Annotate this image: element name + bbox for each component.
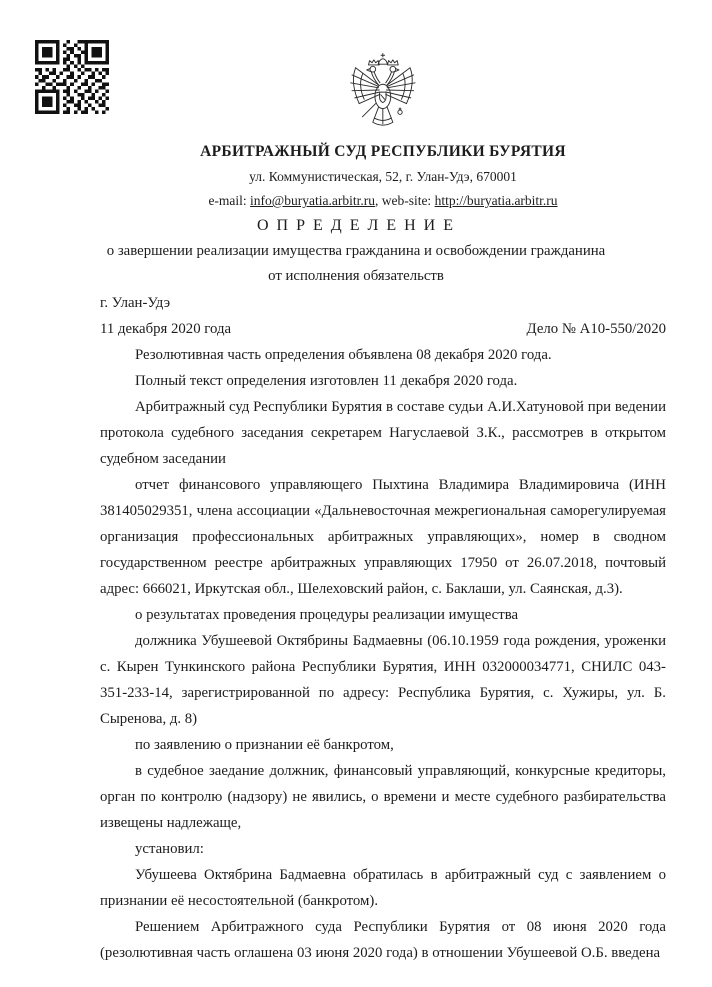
paragraph: в судебное заедание должник, финансовый управляющий, конкурсные кредиторы, орган по контролю (надзору) не явились, о времени и месте судебного разбирательства извещены надлежаще, (100, 763, 666, 831)
website-label: , web-site: (374, 193, 435, 208)
title-block (0, 217, 712, 285)
paragraph: по заявлению о признании её банкротом, (135, 737, 394, 753)
paragraph: Решением Арбитражного суда Республики Бурятия от 08 июня 2020 года (резолютивная часть оглашена 03 июня 2020 года) в отношении Убушеевой О.Б. введена (100, 919, 666, 961)
paragraph: о результатах проведения процедуры реализации имущества (135, 607, 519, 623)
email-label: e-mail: (208, 193, 251, 208)
paragraph: должника Убушеевой Октябрины Бадмаевны (06.10.1959 года рождения, уроженки с. Кырен Тункинского района Республики Бурятия, ИНН 032000034771, СНИЛС 043-351-233-14, зарегистрированной по адресу: Республика Бурятия, с. Хужиры, ул. Б. Сыренова, д. 8) (100, 633, 666, 727)
paragraph: Убушеева Октябрина Бадмаевна обратилась в арбитражный суд с заявлением о признании её несостоятельной (банкротом). (100, 867, 666, 909)
qr-code-icon (35, 40, 109, 114)
decision-date: 11 декабря 2020 года (100, 321, 232, 337)
paragraph: Полный текст определения изготовлен 11 декабря 2020 года. (135, 373, 518, 389)
email-link[interactable]: info@buryatia.arbitr.ru (250, 193, 375, 208)
paragraph: Резолютивная часть определения объявлена 08 декабря 2020 года. (135, 347, 552, 363)
russian-coat-of-arms-icon (100, 52, 666, 138)
city-line: г. Улан-Удэ (100, 295, 171, 311)
document-body (0, 342, 712, 966)
court-name: АРБИТРАЖНЫЙ СУД РЕСПУБЛИКИ БУРЯТИЯ (200, 143, 566, 160)
paragraph: установил: (135, 841, 204, 857)
date-case-row (100, 316, 666, 342)
paragraph: отчет финансового управляющего Пыхтина Владимира Владимировича (ИНН 381405029351, члена ассоциации «Дальневосточная межрегиональная саморегулируемая организация профессиональных арбитражных управляющих», номер в сводном государственном реестре арбитражных управляющих 17950 от 26.07.2018, почтовый адрес: 666021, Иркутская обл., Шелеховский район, с. Баклаши, ул. Саянская, д.3). (100, 477, 666, 597)
document-subtitle-line2: от исполнения обязательств (268, 268, 444, 284)
website-link[interactable]: http://buryatia.arbitr.ru (434, 193, 558, 208)
court-address: ул. Коммунистическая, 52, г. Улан-Удэ, 670001 (249, 169, 517, 184)
case-meta (0, 290, 712, 342)
case-number: Дело № А10-550/2020 (526, 321, 666, 337)
document-subtitle-line1: о завершении реализации имущества гражданина и освобождении гражданина (106, 243, 606, 259)
court-contacts (100, 193, 666, 209)
paragraph: Арбитражный суд Республики Бурятия в составе судьи А.И.Хатуновой при ведении протокола судебного заседания секретарем Нагуслаевой З.К., рассмотрев в открытом судебном заседании (100, 399, 666, 467)
document-title: О П Р Е Д Е Л Е Н И Е (257, 217, 455, 234)
